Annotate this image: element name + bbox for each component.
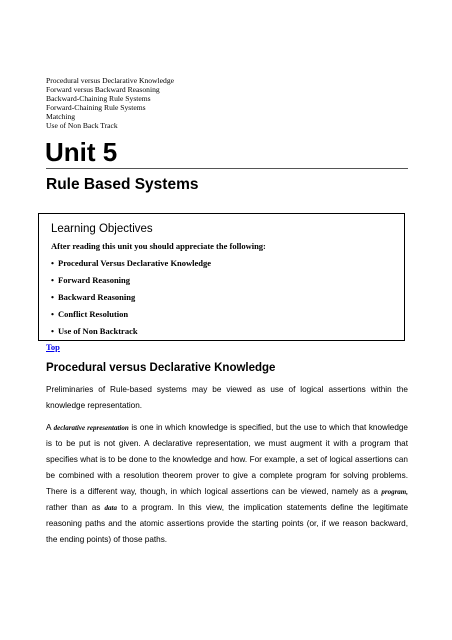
toc-item: Use of Non Back Track <box>46 120 118 130</box>
paragraph-text: to a program. In this view, the implication statements define the legitimate reasoning paths and the atomic assertions provide the starting points (or, if we reason backward, the ending points) of those paths. <box>46 503 408 544</box>
bullet-icon: • <box>51 292 54 302</box>
toc-item: Matching <box>46 111 76 121</box>
bullet-icon: • <box>51 258 54 268</box>
section-heading: Procedural versus Declarative Knowledge <box>46 362 276 374</box>
objective-label: Backward Reasoning <box>58 292 136 302</box>
top-link[interactable]: Top <box>46 342 60 352</box>
paragraph-text: A <box>46 423 54 432</box>
learning-objectives-intro: After reading this unit you should appreciate the following: <box>51 241 266 251</box>
bullet-icon: • <box>51 326 54 336</box>
bullet-icon: • <box>51 275 54 285</box>
learning-objectives-list <box>51 258 211 343</box>
list-item <box>51 292 211 309</box>
list-item <box>51 275 211 292</box>
list-item <box>51 309 211 326</box>
paragraph-preliminaries: Preliminaries of Rule-based systems may be viewed as use of logical assertions within the knowledge representation. <box>46 385 408 410</box>
toc-item: Backward-Chaining Rule Systems <box>46 93 151 103</box>
unit-title: Unit 5 <box>45 137 118 167</box>
objective-label: Forward Reasoning <box>58 275 131 285</box>
term-program: program, <box>381 488 408 496</box>
unit-subtitle: Rule Based Systems <box>46 176 199 193</box>
objective-label: Procedural Versus Declarative Knowledge <box>58 258 212 268</box>
term-declarative-representation: declarative representation <box>53 424 129 432</box>
list-item <box>51 326 211 343</box>
learning-objectives-heading: Learning Objectives <box>51 223 153 235</box>
objective-label: Use of Non Backtrack <box>58 326 138 336</box>
toc-item: Forward-Chaining Rule Systems <box>46 102 146 112</box>
table-of-contents <box>46 77 346 130</box>
paragraph-text: is one in which knowledge is specified, but the use to which that knowledge is to be put is not given. A declarative representation, we must augment it with a program that specifies what is to be done to the knowledge and how. For example, a set of logical assertions can be combined with a resolution theorem prover to give a complete program for solving problems. There is a different way, though, in which logical assertions can be viewed, namely as a <box>46 423 408 496</box>
toc-item: Procedural versus Declarative Knowledge <box>46 76 174 85</box>
learning-objectives-box <box>38 213 405 341</box>
paragraph-text: rather than as <box>46 503 105 512</box>
title-divider <box>46 168 408 169</box>
toc-item: Forward versus Backward Reasoning <box>46 84 160 94</box>
list-item <box>51 258 211 275</box>
bullet-icon: • <box>51 309 54 319</box>
term-data: data <box>104 504 117 512</box>
objective-label: Conflict Resolution <box>58 309 129 319</box>
paragraph-declarative <box>46 420 408 548</box>
